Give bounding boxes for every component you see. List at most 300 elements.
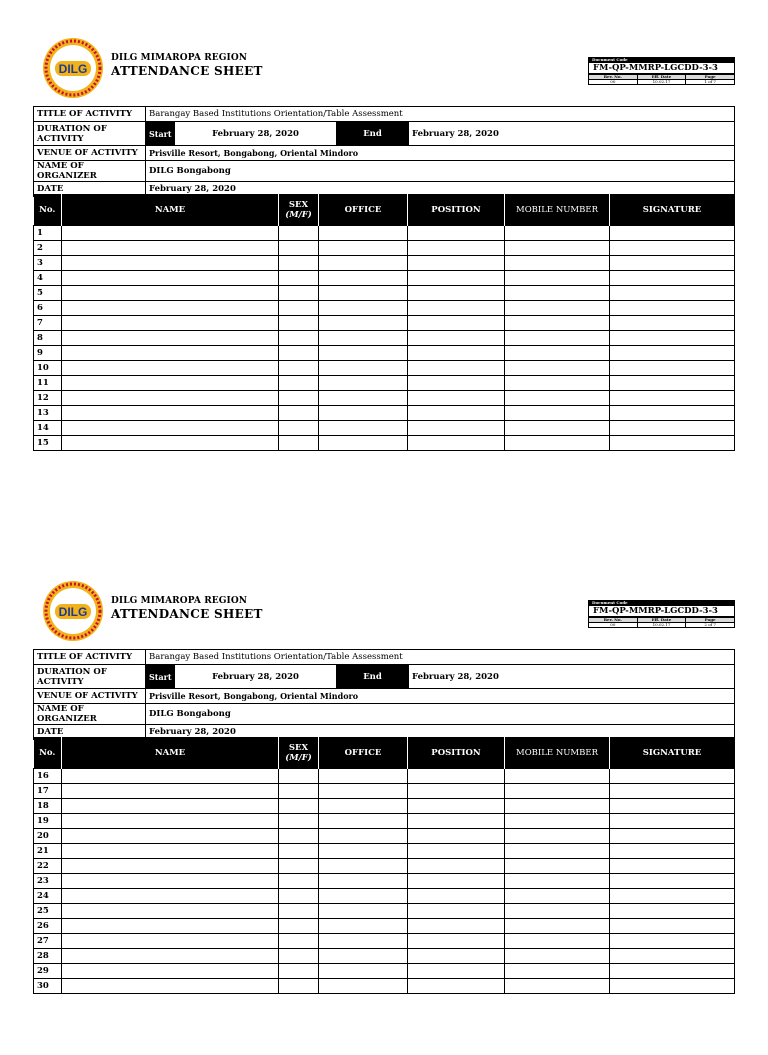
sex-cell[interactable] bbox=[279, 256, 319, 271]
position-cell[interactable] bbox=[408, 421, 505, 436]
attendance-row bbox=[34, 391, 735, 406]
signature-cell[interactable] bbox=[610, 331, 735, 346]
row-number: 19 bbox=[34, 814, 62, 829]
sex-cell[interactable] bbox=[279, 769, 319, 784]
office-cell[interactable] bbox=[319, 799, 408, 814]
name-cell[interactable] bbox=[62, 316, 279, 331]
mobile-cell[interactable] bbox=[505, 844, 610, 859]
sex-cell[interactable] bbox=[279, 331, 319, 346]
office-cell[interactable] bbox=[319, 436, 408, 451]
attendance-row bbox=[34, 421, 735, 436]
name-cell[interactable] bbox=[62, 301, 279, 316]
signature-cell[interactable] bbox=[610, 889, 735, 904]
col-sex bbox=[279, 194, 319, 226]
signature-cell[interactable] bbox=[610, 301, 735, 316]
position-cell[interactable] bbox=[408, 769, 505, 784]
position-cell[interactable] bbox=[408, 271, 505, 286]
office-cell[interactable] bbox=[319, 934, 408, 949]
doc-code-meta bbox=[588, 74, 735, 85]
col-position: POSITION bbox=[408, 737, 505, 769]
row-number: 7 bbox=[34, 316, 62, 331]
page-number: 1 of 7 bbox=[686, 80, 735, 85]
attendance-table bbox=[33, 737, 735, 994]
region-name: DILG MIMAROPA REGION bbox=[111, 53, 248, 63]
date-label: DATE bbox=[34, 182, 146, 197]
position-cell[interactable] bbox=[408, 436, 505, 451]
signature-cell[interactable] bbox=[610, 799, 735, 814]
page-number: 2 of 7 bbox=[686, 623, 735, 628]
signature-cell[interactable] bbox=[610, 391, 735, 406]
sex-cell[interactable] bbox=[279, 406, 319, 421]
signature-cell[interactable] bbox=[610, 421, 735, 436]
sex-cell[interactable] bbox=[279, 904, 319, 919]
rev-no-value: 00 bbox=[589, 80, 638, 85]
eff-date-value: 10.02.17 bbox=[637, 623, 686, 628]
row-number: 8 bbox=[34, 331, 62, 346]
name-cell[interactable] bbox=[62, 799, 279, 814]
position-cell[interactable] bbox=[408, 859, 505, 874]
col-name: NAME bbox=[62, 194, 279, 226]
col-office: OFFICE bbox=[319, 194, 408, 226]
mobile-cell[interactable] bbox=[505, 226, 610, 241]
row-number: 15 bbox=[34, 436, 62, 451]
position-cell[interactable] bbox=[408, 904, 505, 919]
attendance-row bbox=[34, 889, 735, 904]
mobile-cell[interactable] bbox=[505, 829, 610, 844]
row-number: 13 bbox=[34, 406, 62, 421]
mobile-cell[interactable] bbox=[505, 376, 610, 391]
row-number: 30 bbox=[34, 979, 62, 994]
office-cell[interactable] bbox=[319, 301, 408, 316]
signature-cell[interactable] bbox=[610, 874, 735, 889]
position-cell[interactable] bbox=[408, 286, 505, 301]
office-cell[interactable] bbox=[319, 829, 408, 844]
attendance-row bbox=[34, 406, 735, 421]
end-date-value[interactable]: February 28, 2020 bbox=[409, 665, 735, 689]
office-cell[interactable] bbox=[319, 814, 408, 829]
name-cell[interactable] bbox=[62, 844, 279, 859]
row-number: 11 bbox=[34, 376, 62, 391]
position-cell[interactable] bbox=[408, 919, 505, 934]
sex-cell[interactable] bbox=[279, 391, 319, 406]
name-cell[interactable] bbox=[62, 769, 279, 784]
position-cell[interactable] bbox=[408, 799, 505, 814]
name-cell[interactable] bbox=[62, 949, 279, 964]
signature-cell[interactable] bbox=[610, 919, 735, 934]
name-cell[interactable] bbox=[62, 784, 279, 799]
position-cell[interactable] bbox=[408, 316, 505, 331]
start-label: Start bbox=[146, 122, 175, 146]
attendance-table bbox=[33, 194, 735, 451]
col-sex bbox=[279, 737, 319, 769]
office-cell[interactable] bbox=[319, 979, 408, 994]
office-cell[interactable] bbox=[319, 241, 408, 256]
name-cell[interactable] bbox=[62, 421, 279, 436]
col-sex-sub: (M/F) bbox=[285, 752, 312, 763]
office-cell[interactable] bbox=[319, 949, 408, 964]
sex-cell[interactable] bbox=[279, 301, 319, 316]
sex-cell[interactable] bbox=[279, 361, 319, 376]
signature-cell[interactable] bbox=[610, 316, 735, 331]
name-cell[interactable] bbox=[62, 286, 279, 301]
signature-cell[interactable] bbox=[610, 256, 735, 271]
position-cell[interactable] bbox=[408, 964, 505, 979]
signature-cell[interactable] bbox=[610, 286, 735, 301]
signature-cell[interactable] bbox=[610, 346, 735, 361]
venue-value[interactable]: Prisville Resort, Bongabong, Oriental Mindoro bbox=[146, 146, 735, 161]
date-value[interactable]: February 28, 2020 bbox=[146, 182, 735, 197]
sex-cell[interactable] bbox=[279, 241, 319, 256]
name-cell[interactable] bbox=[62, 271, 279, 286]
position-cell[interactable] bbox=[408, 346, 505, 361]
name-cell[interactable] bbox=[62, 226, 279, 241]
row-number: 29 bbox=[34, 964, 62, 979]
office-cell[interactable] bbox=[319, 391, 408, 406]
office-cell[interactable] bbox=[319, 769, 408, 784]
rev-no-label: Rev. No. bbox=[589, 618, 638, 623]
position-cell[interactable] bbox=[408, 979, 505, 994]
sex-cell[interactable] bbox=[279, 979, 319, 994]
sex-cell[interactable] bbox=[279, 376, 319, 391]
name-cell[interactable] bbox=[62, 919, 279, 934]
mobile-cell[interactable] bbox=[505, 889, 610, 904]
mobile-cell[interactable] bbox=[505, 241, 610, 256]
signature-cell[interactable] bbox=[610, 436, 735, 451]
logo-text: DILG bbox=[58, 605, 88, 619]
position-cell[interactable] bbox=[408, 256, 505, 271]
mobile-cell[interactable] bbox=[505, 949, 610, 964]
office-cell[interactable] bbox=[319, 226, 408, 241]
office-cell[interactable] bbox=[319, 361, 408, 376]
office-cell[interactable] bbox=[319, 421, 408, 436]
attendance-row bbox=[34, 301, 735, 316]
row-number: 16 bbox=[34, 769, 62, 784]
name-cell[interactable] bbox=[62, 859, 279, 874]
office-cell[interactable] bbox=[319, 331, 408, 346]
col-sex-label: SEX bbox=[288, 199, 309, 210]
name-cell[interactable] bbox=[62, 904, 279, 919]
position-cell[interactable] bbox=[408, 391, 505, 406]
col-position: POSITION bbox=[408, 194, 505, 226]
row-number: 3 bbox=[34, 256, 62, 271]
attendance-row bbox=[34, 256, 735, 271]
office-cell[interactable] bbox=[319, 919, 408, 934]
position-cell[interactable] bbox=[408, 949, 505, 964]
name-cell[interactable] bbox=[62, 331, 279, 346]
mobile-cell[interactable] bbox=[505, 316, 610, 331]
name-cell[interactable] bbox=[62, 241, 279, 256]
attendance-row bbox=[34, 271, 735, 286]
col-no: No. bbox=[34, 194, 62, 226]
attendance-row bbox=[34, 241, 735, 256]
mobile-cell[interactable] bbox=[505, 436, 610, 451]
region-name: DILG MIMAROPA REGION bbox=[111, 596, 248, 606]
mobile-cell[interactable] bbox=[505, 799, 610, 814]
mobile-cell[interactable] bbox=[505, 256, 610, 271]
sex-cell[interactable] bbox=[279, 814, 319, 829]
signature-cell[interactable] bbox=[610, 406, 735, 421]
attendance-row bbox=[34, 784, 735, 799]
attendance-row bbox=[34, 829, 735, 844]
doc-code-meta bbox=[588, 617, 735, 628]
page-label: Page bbox=[686, 75, 735, 80]
sheet-title: ATTENDANCE SHEET bbox=[111, 607, 263, 621]
mobile-cell[interactable] bbox=[505, 421, 610, 436]
page-label: Page bbox=[686, 618, 735, 623]
mobile-cell[interactable] bbox=[505, 934, 610, 949]
attendance-row bbox=[34, 964, 735, 979]
sex-cell[interactable] bbox=[279, 829, 319, 844]
sex-cell[interactable] bbox=[279, 799, 319, 814]
position-cell[interactable] bbox=[408, 301, 505, 316]
row-number: 10 bbox=[34, 361, 62, 376]
col-mobile: MOBILE NUMBER bbox=[505, 194, 610, 226]
row-number: 2 bbox=[34, 241, 62, 256]
row-number: 1 bbox=[34, 226, 62, 241]
position-cell[interactable] bbox=[408, 784, 505, 799]
mobile-cell[interactable] bbox=[505, 286, 610, 301]
doc-code-value: FM-QP-MMRP-LGCDD-3-3 bbox=[588, 606, 735, 617]
attendance-row bbox=[34, 376, 735, 391]
office-cell[interactable] bbox=[319, 271, 408, 286]
sex-cell[interactable] bbox=[279, 271, 319, 286]
attendance-row bbox=[34, 361, 735, 376]
signature-cell[interactable] bbox=[610, 769, 735, 784]
title-of-activity-label: TITLE OF ACTIVITY bbox=[34, 107, 146, 122]
row-number: 24 bbox=[34, 889, 62, 904]
mobile-cell[interactable] bbox=[505, 406, 610, 421]
name-cell[interactable] bbox=[62, 814, 279, 829]
date-label: DATE bbox=[34, 725, 146, 740]
office-cell[interactable] bbox=[319, 346, 408, 361]
name-cell[interactable] bbox=[62, 934, 279, 949]
signature-cell[interactable] bbox=[610, 934, 735, 949]
date-value[interactable]: February 28, 2020 bbox=[146, 725, 735, 740]
mobile-cell[interactable] bbox=[505, 919, 610, 934]
mobile-cell[interactable] bbox=[505, 874, 610, 889]
office-cell[interactable] bbox=[319, 904, 408, 919]
position-cell[interactable] bbox=[408, 241, 505, 256]
row-number: 26 bbox=[34, 919, 62, 934]
sheet-title: ATTENDANCE SHEET bbox=[111, 64, 263, 78]
sex-cell[interactable] bbox=[279, 286, 319, 301]
row-number: 12 bbox=[34, 391, 62, 406]
attendance-row bbox=[34, 934, 735, 949]
mobile-cell[interactable] bbox=[505, 859, 610, 874]
attendance-row bbox=[34, 844, 735, 859]
venue-value[interactable]: Prisville Resort, Bongabong, Oriental Mindoro bbox=[146, 689, 735, 704]
venue-label: VENUE OF ACTIVITY bbox=[34, 146, 146, 161]
row-number: 6 bbox=[34, 301, 62, 316]
attendance-row bbox=[34, 769, 735, 784]
mobile-cell[interactable] bbox=[505, 361, 610, 376]
sex-cell[interactable] bbox=[279, 934, 319, 949]
position-cell[interactable] bbox=[408, 376, 505, 391]
position-cell[interactable] bbox=[408, 361, 505, 376]
name-cell[interactable] bbox=[62, 376, 279, 391]
office-cell[interactable] bbox=[319, 256, 408, 271]
office-cell[interactable] bbox=[319, 376, 408, 391]
row-number: 14 bbox=[34, 421, 62, 436]
attendance-row bbox=[34, 346, 735, 361]
office-cell[interactable] bbox=[319, 859, 408, 874]
row-number: 27 bbox=[34, 934, 62, 949]
position-cell[interactable] bbox=[408, 874, 505, 889]
office-cell[interactable] bbox=[319, 874, 408, 889]
organizer-value[interactable]: DILG Bongabong bbox=[146, 704, 735, 725]
sex-cell[interactable] bbox=[279, 436, 319, 451]
sex-cell[interactable] bbox=[279, 874, 319, 889]
end-date-value[interactable]: February 28, 2020 bbox=[409, 122, 735, 146]
title-of-activity-value[interactable]: Barangay Based Institutions Orientation/Table Assessment bbox=[146, 107, 735, 122]
col-no: No. bbox=[34, 737, 62, 769]
row-number: 25 bbox=[34, 904, 62, 919]
sex-cell[interactable] bbox=[279, 859, 319, 874]
dilg-logo-icon bbox=[42, 580, 104, 642]
signature-cell[interactable] bbox=[610, 904, 735, 919]
row-number: 18 bbox=[34, 799, 62, 814]
start-date-value[interactable]: February 28, 2020 bbox=[175, 665, 337, 689]
start-date-value[interactable]: February 28, 2020 bbox=[175, 122, 337, 146]
position-cell[interactable] bbox=[408, 889, 505, 904]
organizer-value[interactable]: DILG Bongabong bbox=[146, 161, 735, 182]
title-of-activity-label: TITLE OF ACTIVITY bbox=[34, 650, 146, 665]
col-signature: SIGNATURE bbox=[610, 737, 735, 769]
mobile-cell[interactable] bbox=[505, 964, 610, 979]
sex-cell[interactable] bbox=[279, 316, 319, 331]
position-cell[interactable] bbox=[408, 844, 505, 859]
eff-date-label: Eff. Date bbox=[637, 618, 686, 623]
attendance-row bbox=[34, 814, 735, 829]
row-number: 23 bbox=[34, 874, 62, 889]
attendance-row bbox=[34, 316, 735, 331]
name-cell[interactable] bbox=[62, 964, 279, 979]
signature-cell[interactable] bbox=[610, 271, 735, 286]
name-cell[interactable] bbox=[62, 406, 279, 421]
name-cell[interactable] bbox=[62, 346, 279, 361]
start-label: Start bbox=[146, 665, 175, 689]
col-name: NAME bbox=[62, 737, 279, 769]
name-cell[interactable] bbox=[62, 874, 279, 889]
attendance-row bbox=[34, 904, 735, 919]
name-cell[interactable] bbox=[62, 889, 279, 904]
row-number: 4 bbox=[34, 271, 62, 286]
position-cell[interactable] bbox=[408, 829, 505, 844]
doc-code-value: FM-QP-MMRP-LGCDD-3-3 bbox=[588, 63, 735, 74]
signature-cell[interactable] bbox=[610, 964, 735, 979]
dilg-logo-icon bbox=[42, 37, 104, 99]
office-cell[interactable] bbox=[319, 784, 408, 799]
position-cell[interactable] bbox=[408, 406, 505, 421]
name-cell[interactable] bbox=[62, 436, 279, 451]
sex-cell[interactable] bbox=[279, 949, 319, 964]
eff-date-value: 10.02.17 bbox=[637, 80, 686, 85]
attendance-row bbox=[34, 226, 735, 241]
sex-cell[interactable] bbox=[279, 784, 319, 799]
sex-cell[interactable] bbox=[279, 421, 319, 436]
signature-cell[interactable] bbox=[610, 859, 735, 874]
row-number: 28 bbox=[34, 949, 62, 964]
signature-cell[interactable] bbox=[610, 844, 735, 859]
mobile-cell[interactable] bbox=[505, 769, 610, 784]
attendance-row bbox=[34, 874, 735, 889]
mobile-cell[interactable] bbox=[505, 271, 610, 286]
signature-cell[interactable] bbox=[610, 979, 735, 994]
activity-info-table bbox=[33, 106, 735, 197]
attendance-row bbox=[34, 979, 735, 994]
attendance-row bbox=[34, 859, 735, 874]
row-number: 21 bbox=[34, 844, 62, 859]
sex-cell[interactable] bbox=[279, 964, 319, 979]
attendance-sheet-page-1 bbox=[0, 0, 768, 512]
col-office: OFFICE bbox=[319, 737, 408, 769]
mobile-cell[interactable] bbox=[505, 331, 610, 346]
mobile-cell[interactable] bbox=[505, 814, 610, 829]
position-cell[interactable] bbox=[408, 331, 505, 346]
eff-date-label: Eff. Date bbox=[637, 75, 686, 80]
office-cell[interactable] bbox=[319, 889, 408, 904]
mobile-cell[interactable] bbox=[505, 301, 610, 316]
signature-cell[interactable] bbox=[610, 376, 735, 391]
mobile-cell[interactable] bbox=[505, 979, 610, 994]
signature-cell[interactable] bbox=[610, 829, 735, 844]
name-cell[interactable] bbox=[62, 979, 279, 994]
position-cell[interactable] bbox=[408, 934, 505, 949]
sex-cell[interactable] bbox=[279, 226, 319, 241]
doc-code-label: Document Code bbox=[588, 57, 735, 63]
position-cell[interactable] bbox=[408, 814, 505, 829]
sex-cell[interactable] bbox=[279, 919, 319, 934]
attendance-row bbox=[34, 919, 735, 934]
signature-cell[interactable] bbox=[610, 814, 735, 829]
end-label: End bbox=[337, 665, 409, 689]
activity-info-table bbox=[33, 649, 735, 740]
document-code-box bbox=[588, 57, 735, 85]
sex-cell[interactable] bbox=[279, 889, 319, 904]
signature-cell[interactable] bbox=[610, 241, 735, 256]
mobile-cell[interactable] bbox=[505, 346, 610, 361]
office-cell[interactable] bbox=[319, 406, 408, 421]
attendance-sheet-page-2 bbox=[0, 543, 768, 1055]
mobile-cell[interactable] bbox=[505, 784, 610, 799]
attendance-row bbox=[34, 286, 735, 301]
signature-cell[interactable] bbox=[610, 361, 735, 376]
row-number: 9 bbox=[34, 346, 62, 361]
name-cell[interactable] bbox=[62, 361, 279, 376]
office-cell[interactable] bbox=[319, 316, 408, 331]
rev-no-value: 00 bbox=[589, 623, 638, 628]
sex-cell[interactable] bbox=[279, 346, 319, 361]
row-number: 22 bbox=[34, 859, 62, 874]
doc-code-label: Document Code bbox=[588, 600, 735, 606]
sex-cell[interactable] bbox=[279, 844, 319, 859]
mobile-cell[interactable] bbox=[505, 904, 610, 919]
signature-cell[interactable] bbox=[610, 784, 735, 799]
col-sex-sub: (M/F) bbox=[285, 209, 312, 220]
name-cell[interactable] bbox=[62, 829, 279, 844]
office-cell[interactable] bbox=[319, 964, 408, 979]
name-cell[interactable] bbox=[62, 256, 279, 271]
office-cell[interactable] bbox=[319, 286, 408, 301]
signature-cell[interactable] bbox=[610, 949, 735, 964]
organizer-label: NAME OF ORGANIZER bbox=[34, 161, 146, 182]
title-of-activity-value[interactable]: Barangay Based Institutions Orientation/Table Assessment bbox=[146, 650, 735, 665]
name-cell[interactable] bbox=[62, 391, 279, 406]
signature-cell[interactable] bbox=[610, 226, 735, 241]
position-cell[interactable] bbox=[408, 226, 505, 241]
office-cell[interactable] bbox=[319, 844, 408, 859]
mobile-cell[interactable] bbox=[505, 391, 610, 406]
